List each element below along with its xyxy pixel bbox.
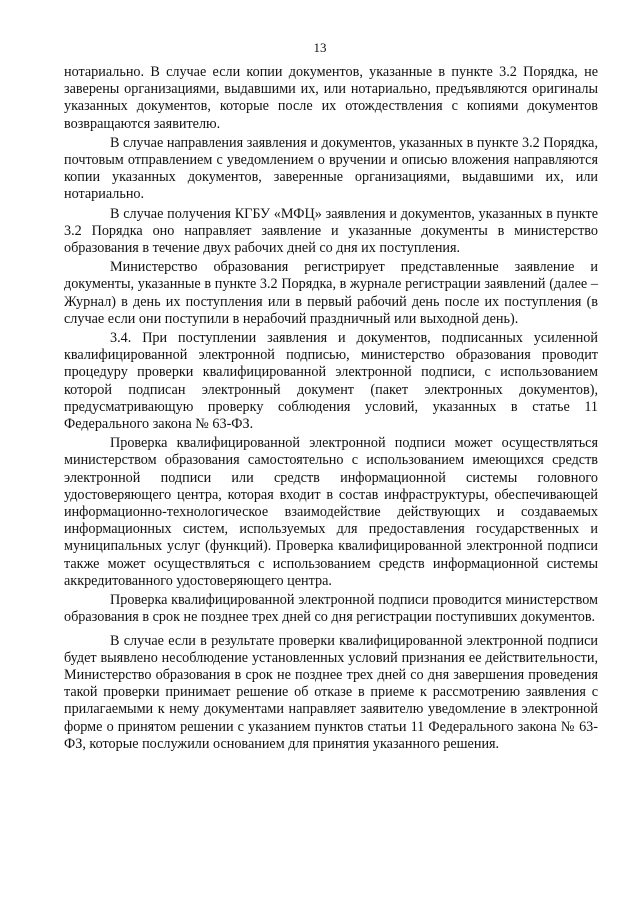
paragraph-section-3-4: 3.4. При поступлении заявления и документов, подписанных усиленной квалифицированной электронной подписью, министерство образования проводит процедуру проверки квалифицированной электронной подписи, с использованием которой подписан электронный документ (пакет электронных документов), предусматривающую проверку соблюдения условий, указанных в статье 11 Федерального закона № 63-ФЗ.	[64, 330, 598, 433]
paragraph-registration: Министерство образования регистрирует представленные заявление и документы, указанные в пункте 3.2 Порядка, в журнале регистрации заявлений (далее – Журнал) в день их поступления или в первый рабочий день после их поступления (в случае если они поступили в нерабочий праздничный или выходной день).	[64, 259, 598, 327]
page-number: 13	[313, 40, 327, 55]
document-body	[64, 64, 598, 755]
paragraph-signature-check-means: Проверка квалифицированной электронной подписи может осуществляться министерством образования самостоятельно с использованием имеющихся средств электронной подписи или средств информационной системы головного удостоверяющего центра, которая входит в состав инфраструктуры, обеспечивающей информационно-технологическое взаимодействие действующих и создаваемых информационных систем, используемых для предоставления государственных и муниципальных услуг (функций). Проверка квалифицированной электронной подписи также может осуществляться с использованием средств информационной системы аккредитованного удостоверяющего центра.	[64, 435, 598, 589]
paragraph-mfc-receipt: В случае получения КГБУ «МФЦ» заявления и документов, указанных в пункте 3.2 Порядка оно направляет заявление и указанные документы в министерство образования в течение двух рабочих дней со дня их поступления.	[64, 205, 598, 257]
paragraph-postal-submission: В случае направления заявления и документов, указанных в пункте 3.2 Порядка, почтовым отправлением с уведомлением о вручении и описью вложения направляются копии указанных документов, заверенные организациями, выдавшими их, или нотариально.	[64, 134, 598, 203]
paragraph-continuation: нотариально. В случае если копии документов, указанные в пункте 3.2 Порядка, не заверены организациями, выдавшими их, или нотариально, предъявляются оригиналы указанных документов, которые после их отождествления с копиями документов возвращаются заявителю.	[64, 64, 598, 132]
paragraph-refusal-decision: В случае если в результате проверки квалифицированной электронной подписи будет выявлено несоблюдение установленных условий признания ее действительности, Министерство образования в срок не позднее трех дней со дня завершения проведения такой проверки принимает решение об отказе в приеме к рассмотрению заявления с прилагаемыми к нему документами направляет заявителю уведомление в электронной форме о принятом решении с указанием пунктов статьи 11 Федерального закона № 63-ФЗ, которые послужили основанием для принятия указанного решения.	[64, 632, 598, 752]
paragraph-signature-check-deadline: Проверка квалифицированной электронной подписи проводится министерством образования в срок не позднее трех дней со дня регистрации поступивших документов.	[64, 592, 598, 626]
